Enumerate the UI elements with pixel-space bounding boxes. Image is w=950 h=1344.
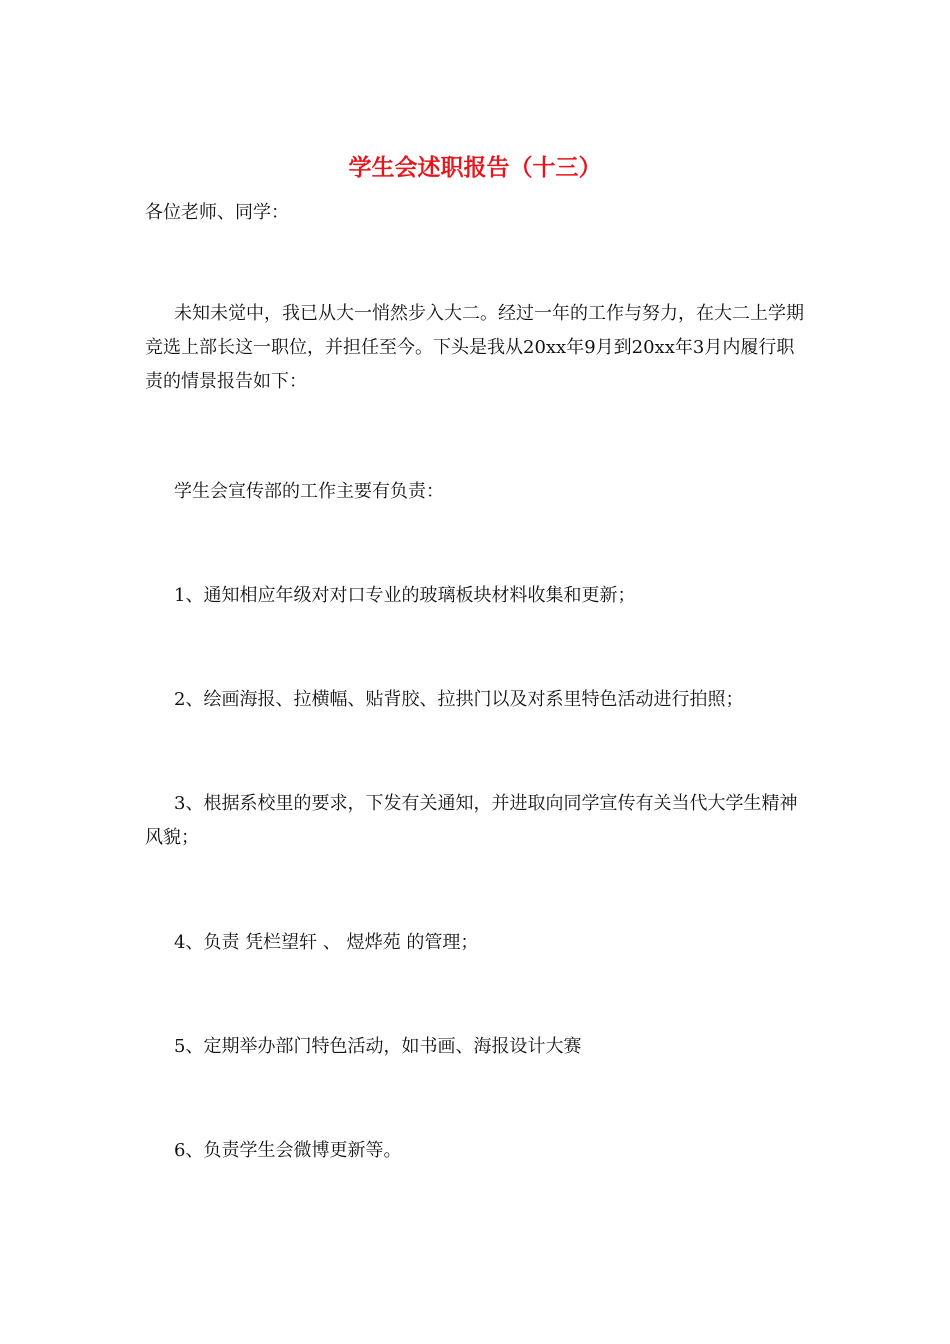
list-item-6: 6、负责学生会微博更新等。 [174, 1140, 402, 1161]
salutation: 各位老师、同学： [145, 202, 289, 223]
paragraph-duties-heading: 学生会宣传部的工作主要有负责： [174, 481, 444, 502]
list-item-2: 2、绘画海报、拉横幅、贴背胶、拉拱门以及对系里特色活动进行拍照； [174, 689, 744, 710]
list-item-5: 5、定期举办部门特色活动，如书画、海报设计大赛 [174, 1036, 582, 1057]
list-item-4: 4、负责 凭栏望轩 、 煜烨苑 的管理； [174, 932, 479, 953]
list-item-1: 1、通知相应年级对对口专业的玻璃板块材料收集和更新； [174, 585, 636, 606]
document-title: 学生会述职报告（十三） [348, 154, 602, 181]
paragraph-intro: 未知未觉中，我已从大一悄然步入大二。经过一年的工作与努力，在大二上学期竞选上部长这一职位，并担任至今。下头是我从20xx年9月到20xx年3月内履行职责的情景报告如下： [145, 303, 804, 392]
list-item-3: 3、根据系校里的要求，下发有关通知，并进取向同学宣传有关当代大学生精神风貌； [145, 793, 798, 848]
